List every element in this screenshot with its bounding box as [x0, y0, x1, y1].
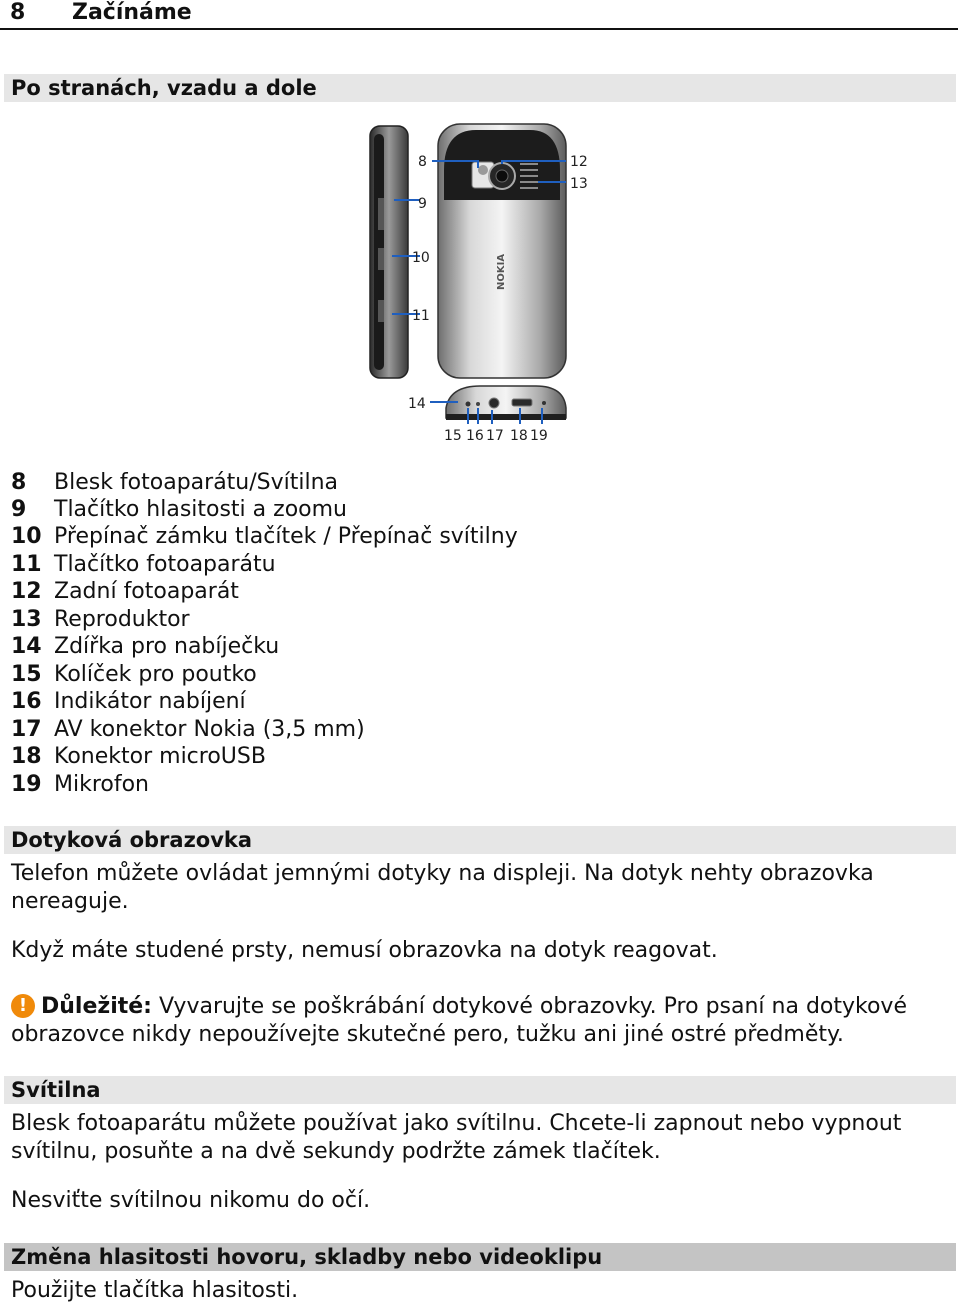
legend-item: 11 Tlačítko fotoaparátu — [11, 552, 276, 577]
important-note — [11, 993, 946, 1049]
section-heading-sides: Po stranách, vzadu a dole — [4, 74, 956, 102]
callout-label-17: 17 — [486, 428, 504, 444]
legend-item: 17 AV konektor Nokia (3,5 mm) — [11, 717, 365, 742]
flashlight-paragraph-1: Blesk fotoaparátu můžete používat jako svítilnu. Chcete-li zapnout nebo vypnout svítilnu, posuňte a na dvě sekundy podržte zámek tlačítek. — [11, 1111, 902, 1164]
callout-label-9: 9 — [418, 196, 427, 212]
callout-label-19: 19 — [530, 428, 548, 444]
callout-label-12: 12 — [570, 154, 588, 170]
legend-item: 19 Mikrofon — [11, 772, 150, 797]
legend-item: 14 Zdířka pro nabíječku — [11, 634, 280, 659]
flashlight-paragraph-2: Nesviťte svítilnou nikomu do očí. — [11, 1188, 371, 1213]
phone-diagram — [360, 120, 610, 450]
phone-side-view — [370, 126, 408, 378]
callout-label-8: 8 — [418, 154, 427, 170]
legend-item: 16 Indikátor nabíjení — [11, 689, 246, 714]
brand-label: NOKIA — [496, 253, 507, 290]
callout-label-10: 10 — [412, 250, 430, 266]
section-heading-volume: Změna hlasitosti hovoru, skladby nebo videoklipu — [4, 1243, 956, 1271]
phone-bottom-view — [446, 386, 566, 420]
important-text: Vyvarujte se poškrábání dotykové obrazovky. Pro psaní na dotykové obrazovce nikdy nepoužívejte skutečné pero, tužku ani jiné ostré předměty. — [11, 994, 907, 1047]
important-label: Důležité: — [41, 994, 152, 1019]
legend-item: 13 Reproduktor — [11, 607, 190, 632]
legend-item: 9 Tlačítko hlasitosti a zoomu — [11, 497, 347, 522]
legend-item: 15 Kolíček pro poutko — [11, 662, 257, 687]
callout-label-18: 18 — [510, 428, 528, 444]
warning-icon: ! — [11, 994, 35, 1018]
legend-item: 8 Blesk fotoaparátu/Svítilna — [11, 470, 339, 495]
legend-item: 10 Přepínač zámku tlačítek / Přepínač svítilny — [11, 524, 518, 549]
touch-paragraph-2: Když máte studené prsty, nemusí obrazovka na dotyk reagovat. — [11, 938, 718, 963]
touch-paragraph-1: Telefon můžete ovládat jemnými dotyky na displeji. Na dotyk nehty obrazovka nereaguje. — [11, 861, 874, 914]
volume-paragraph: Použijte tlačítka hlasitosti. — [11, 1278, 299, 1303]
callout-label-14: 14 — [408, 396, 426, 412]
section-heading-flashlight: Svítilna — [4, 1076, 956, 1104]
callout-label-15: 15 — [444, 428, 462, 444]
legend-item: 18 Konektor microUSB — [11, 744, 266, 769]
callout-label-11: 11 — [412, 308, 430, 324]
legend-item: 12 Zadní fotoaparát — [11, 579, 239, 604]
callout-label-13: 13 — [570, 176, 588, 192]
phone-figure — [360, 120, 610, 450]
page-number: 8 — [10, 0, 26, 25]
chapter-title: Začínáme — [72, 0, 192, 25]
page-header — [0, 0, 958, 30]
callout-label-16: 16 — [466, 428, 484, 444]
section-heading-touch: Dotyková obrazovka — [4, 826, 956, 854]
